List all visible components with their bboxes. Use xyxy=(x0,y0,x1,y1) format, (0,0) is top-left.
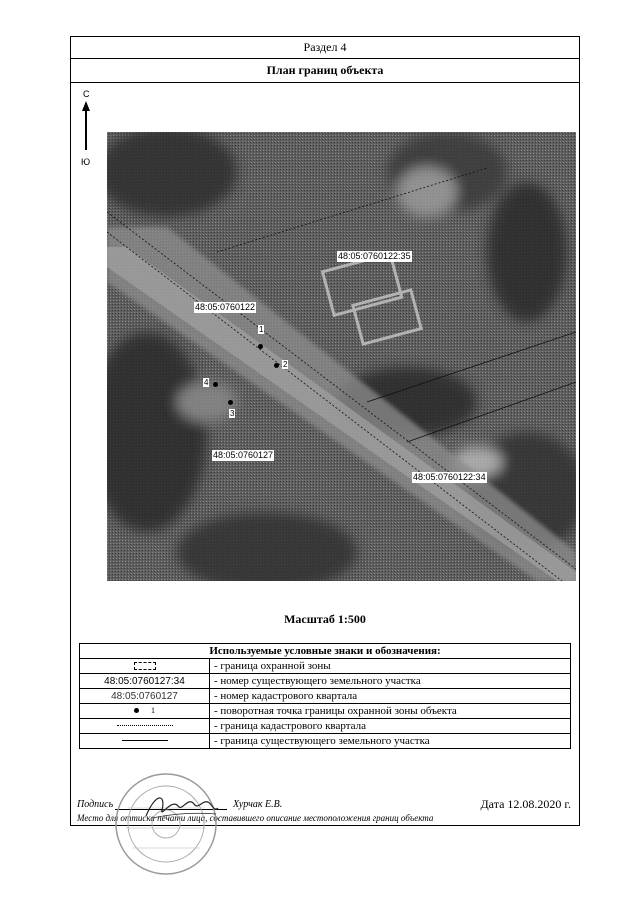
legend-symbol-quarter-number: 48:05:0760127 xyxy=(111,690,178,702)
compass-south-label: Ю xyxy=(81,157,91,167)
document-frame xyxy=(70,36,580,826)
legend-row xyxy=(80,674,571,689)
turn-point-4-dot xyxy=(213,382,218,387)
legend-description: - номер существующего земельного участка xyxy=(210,674,571,689)
legend-row xyxy=(80,734,571,749)
section-header: Раздел 4 xyxy=(71,37,579,59)
compass xyxy=(79,89,95,169)
legend-description: - граница охранной зоны xyxy=(210,659,571,674)
legend-description: - номер кадастрового квартала xyxy=(210,689,571,704)
legend-title: Используемые условные знаки и обозначения: xyxy=(80,644,571,659)
stamp-place-note: Место для оттиска печати лица, составившего описание местоположения границ объекта xyxy=(77,813,434,823)
legend-description: - граница кадастрового квартала xyxy=(210,719,571,734)
turn-point-3-label: 3 xyxy=(230,409,235,418)
turn-point-4-label: 4 xyxy=(204,378,209,387)
page-title: План границ объекта xyxy=(71,59,579,83)
document-date: Дата 12.08.2020 г. xyxy=(480,797,571,811)
legend-row xyxy=(80,659,571,674)
aerial-photo-image xyxy=(107,132,576,581)
signer-name: Хурчак Е.В. xyxy=(233,799,283,810)
turn-point-3-dot xyxy=(228,400,233,405)
legend-header-row xyxy=(80,644,571,659)
compass-north-label: С xyxy=(83,89,90,99)
legend-table xyxy=(79,643,571,749)
parcel-label-35: 48:05:0760122:35 xyxy=(338,251,411,261)
legend-description: - граница существующего земельного участка xyxy=(210,734,571,749)
quarter-label-127: 48:05:0760127 xyxy=(213,450,274,460)
aerial-map xyxy=(107,132,576,581)
dashed-box-icon xyxy=(134,662,156,670)
turn-point-2-dot xyxy=(274,363,279,368)
legend-description: - поворотная точка границы охранной зоны объекта xyxy=(210,704,571,719)
dotted-line-icon xyxy=(117,725,173,726)
parcel-label-34: 48:05:0760122:34 xyxy=(413,472,486,482)
legend-symbol-point-number: 1 xyxy=(151,706,155,716)
legend-row xyxy=(80,704,571,719)
quarter-label-122: 48:05:0760122 xyxy=(195,302,256,312)
solid-line-icon xyxy=(122,740,168,741)
signature-label: Подпись xyxy=(77,799,114,810)
turn-point-2-label: 2 xyxy=(283,360,288,369)
map-scale: Масштаб 1:500 xyxy=(284,612,366,626)
legend-row xyxy=(80,719,571,734)
legend-row xyxy=(80,689,571,704)
handwritten-signature-icon xyxy=(142,788,222,824)
turn-point-1-dot xyxy=(258,344,263,349)
point-dot-icon xyxy=(134,708,139,713)
north-arrow-icon xyxy=(81,101,91,153)
legend-symbol-parcel-number: 48:05:0760127:34 xyxy=(104,675,185,687)
turn-point-1-label: 1 xyxy=(259,325,264,334)
